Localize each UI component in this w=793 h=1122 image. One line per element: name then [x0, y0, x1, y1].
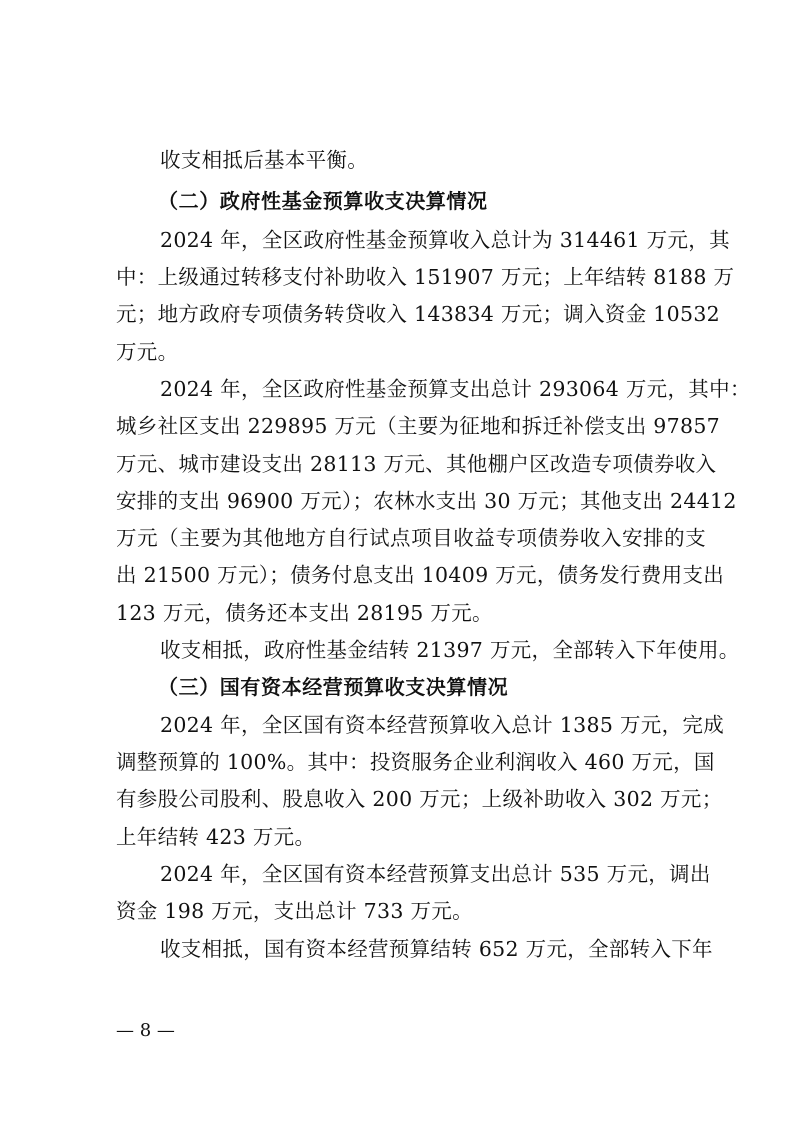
- paragraph-line: 万元（主要为其他地方自行试点项目收益专项债券收入安排的支: [116, 526, 706, 550]
- paragraph-line: 123 万元，债务还本支出 28195 万元。: [116, 601, 493, 625]
- paragraph-line: 2024 年，全区国有资本经营预算收入总计 1385 万元，完成: [160, 713, 724, 737]
- paragraph-line: 安排的支出 96900 万元）；农林水支出 30 万元；其他支出 24412: [116, 489, 737, 513]
- paragraph-line: 万元、城市建设支出 28113 万元、其他棚户区改造专项债券收入: [116, 452, 717, 476]
- paragraph-line: 2024 年，全区政府性基金预算支出总计 293064 万元，其中：: [160, 377, 751, 401]
- paragraph-line: 2024 年，全区国有资本经营预算支出总计 535 万元，调出: [160, 862, 711, 886]
- paragraph-line: 有参股公司股利、股息收入 200 万元；上级补助收入 302 万元；: [116, 787, 723, 811]
- paragraph-line: 出 21500 万元）；债务付息支出 10409 万元，债务发行费用支出: [116, 563, 725, 587]
- paragraph-line: 元；地方政府专项债务转贷收入 143834 万元；调入资金 10532: [116, 302, 721, 326]
- section-heading-state-capital: （三）国有资本经营预算收支决算情况: [158, 675, 509, 699]
- paragraph-line: 资金 198 万元，支出总计 733 万元。: [116, 899, 473, 923]
- paragraph-line: 收支相抵后基本平衡。: [160, 148, 368, 172]
- paragraph-line: 中：上级通过转移支付补助收入 151907 万元；上年结转 8188 万: [116, 265, 735, 289]
- paragraph-line: 2024 年，全区政府性基金预算收入总计为 314461 万元，其: [160, 228, 730, 252]
- paragraph-line: 城乡社区支出 229895 万元（主要为征地和拆迁补偿支出 97857: [116, 414, 721, 438]
- page-number: — 8 —: [116, 1020, 175, 1041]
- paragraph-line: 上年结转 423 万元。: [116, 825, 316, 849]
- paragraph-line: 万元。: [116, 340, 179, 364]
- paragraph-line: 调整预算的 100%。其中：投资服务企业利润收入 460 万元，国: [116, 750, 715, 774]
- paragraph-line: 收支相抵，政府性基金结转 21397 万元，全部转入下年使用。: [160, 638, 740, 662]
- section-heading-government-fund: （二）政府性基金预算收支决算情况: [158, 189, 488, 213]
- paragraph-line: 收支相抵，国有资本经营预算结转 652 万元，全部转入下年: [160, 937, 713, 961]
